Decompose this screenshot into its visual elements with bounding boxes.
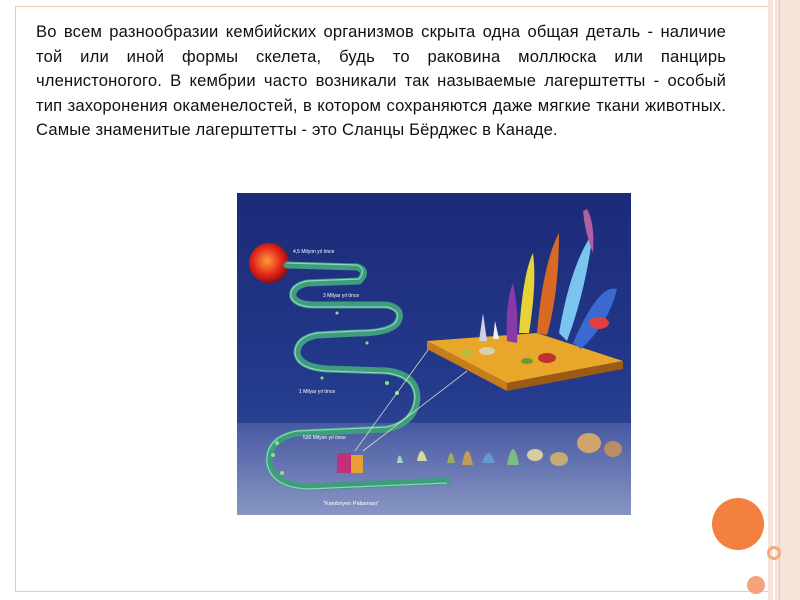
decorative-circle-small [747,576,765,594]
decorative-strip-line [773,0,775,600]
timeline-label: 3 Milyar yıl önce [323,293,360,299]
decorative-ring [767,546,781,560]
planet-icon [249,243,289,283]
decorative-strip-line [779,0,780,600]
timeline-label: 530 Milyon yıl önce [303,435,346,441]
timeline-label: 4,5 Milyon yıl önce [293,249,335,255]
cambrian-explosion-illustration [237,193,631,515]
timeline-label: 1 Milyar yıl önce [299,389,336,395]
slide-paragraph: Во всем разнообразии кембийских организмов скрыта одна общая деталь - наличие той или иной формы скелета, будь то раковина моллюска или панцирь членистоногого. В кембрии часто возникали так называемые лагерштетты - особый тип захоронения окаменелостей, в котором сохраняются даже мягкие ткани животных. Самые знаменитые лагерштетты - это Сланцы Бёрджес в Канаде. [36,22,726,139]
decorative-circle [712,498,764,550]
illustration-caption: "Kambriyen Patlaması" [323,501,380,507]
